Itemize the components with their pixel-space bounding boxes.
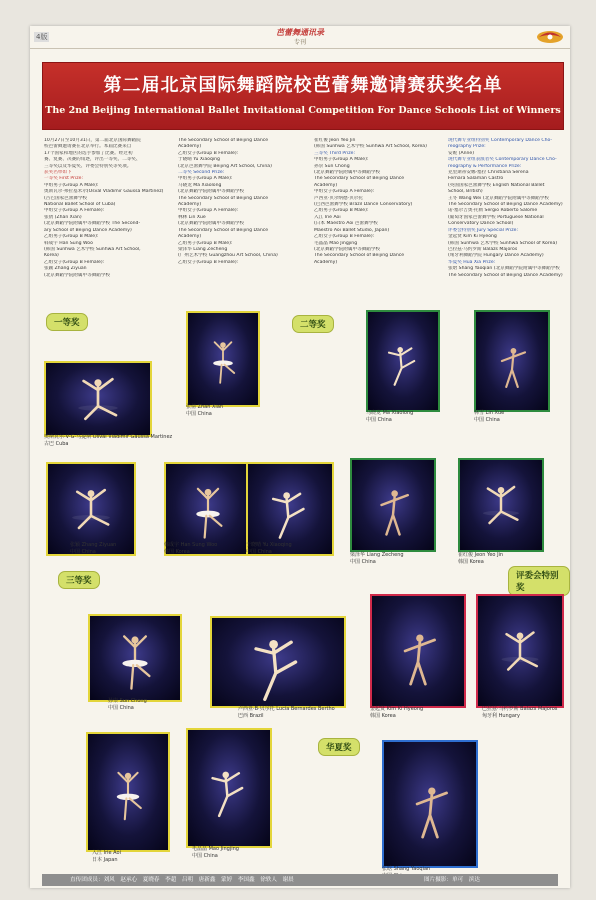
dancer-photo bbox=[186, 728, 272, 848]
column-line: 甲组女子(Group A Female): bbox=[314, 189, 375, 195]
column-line: 毛晶晶 Mao Jingjing bbox=[314, 240, 358, 246]
column-line: (北京舞蹈学院附属中等舞蹈学校 bbox=[314, 246, 381, 252]
dancer-photo bbox=[382, 740, 478, 868]
column-line: 一等奖 First Prize: bbox=[44, 176, 84, 182]
column-line: 韩成宇 Han Sung Woo bbox=[44, 240, 93, 246]
column-line: 甲组男子(Group A Male): bbox=[314, 157, 369, 163]
column-line: The Secondary School of Beijing Dance bbox=[178, 227, 269, 233]
column-line: 乙组女子(Group B Female): bbox=[178, 259, 239, 265]
column-line: 梁泽华 Liang Zecheng bbox=[178, 246, 228, 252]
column-line: 于晓晴 Yu Xiaoqing bbox=[178, 157, 220, 163]
caption-line: 中国 China bbox=[246, 549, 272, 555]
column-line: 诺·塞尔吉奥·托勒 Sergio Roberto Salome bbox=[448, 208, 538, 214]
caption-line: 崔红俊 Jeon Yeo Jin bbox=[458, 552, 504, 558]
photo-caption bbox=[238, 706, 358, 720]
column-line: 甲组女子(Group A Female): bbox=[44, 208, 105, 214]
caption-line: 韩国 Korea bbox=[458, 559, 484, 565]
column-line: 卢西亚·贝尔纳德·贝尔托 bbox=[314, 195, 363, 201]
column-line: 乙组女子(Group B Female): bbox=[178, 150, 239, 156]
caption-line: 梁泽华 Liang Zecheng bbox=[350, 552, 404, 558]
caption-line: 古巴 Cuba bbox=[44, 441, 69, 447]
caption-line: 张颖 Zhang Ziyuan bbox=[70, 542, 117, 548]
column-line: 乙组男子(Group B Male): bbox=[314, 208, 369, 214]
dancer-photo bbox=[366, 310, 440, 412]
jury-prize-label: 评委会特别奖 bbox=[508, 566, 570, 596]
column-line: (北京舞蹈学院附属中等舞蹈学校 bbox=[178, 189, 245, 195]
caption-line: 巴西 Brazil bbox=[238, 713, 264, 719]
dancer-photo bbox=[86, 732, 170, 852]
caption-line: 韩国 Korea bbox=[370, 713, 396, 719]
column-line: 金起贤 Kim Ki Hyeong bbox=[448, 234, 497, 240]
caption-line: 日本 Japan bbox=[92, 857, 118, 863]
caption-line: 中国 China bbox=[350, 559, 376, 565]
column-line: Korea) bbox=[44, 253, 59, 259]
column-line: 乙组女子(Group B Female): bbox=[314, 234, 375, 240]
caption-line: 中国 China bbox=[366, 417, 392, 423]
dancer-photo bbox=[476, 594, 564, 708]
column-line: 张倩 (Zhan Xian) bbox=[44, 214, 82, 220]
column-line: (古巴国家芭蕾舞学校 bbox=[44, 195, 88, 201]
column-line: 二等奖 Second Prize: bbox=[178, 170, 225, 176]
caption-line: 张晗 Shang Yaoqian bbox=[382, 866, 431, 872]
column-line: 三等奖以及华夏奖、评委会特别奖等奖项。 bbox=[44, 163, 132, 169]
column-line: The Secondary School of Beijing Dance bbox=[178, 195, 269, 201]
column-line: 华夏奖 Hua Xia Prize: bbox=[448, 259, 496, 265]
column-line: Academy) bbox=[178, 144, 202, 150]
caption-line: 马晓龙 Ma Xiaolong bbox=[366, 410, 414, 416]
column-line: (巴西芭蕾舞学校 Brazil Dance Conservatory) bbox=[314, 202, 413, 208]
dancer-photo bbox=[44, 361, 152, 437]
column-line: (日本 Maestro Aoi 芭蕾舞学校 bbox=[314, 221, 378, 227]
column-line: 17个国家和地区的选手参加了比赛。经过初 bbox=[44, 150, 133, 156]
column-line: 孙崇 Sun Chong bbox=[314, 163, 350, 169]
column-line: 奥斯瓦尔·弗拉基米尔(Osval Vladimir Gaussa Martinez) bbox=[44, 189, 164, 195]
column-line: 乙组男子(Group B Male): bbox=[44, 234, 99, 240]
photo-caption bbox=[366, 410, 486, 424]
dancer-photo bbox=[350, 458, 436, 552]
caption-line: 韩国 Korea bbox=[164, 549, 190, 555]
column-line: 三等奖 Third Prize: bbox=[314, 150, 356, 156]
column-line: Maestro Aoi Ballet Studio, Japan) bbox=[314, 227, 390, 233]
column-line: (匈牙利舞蹈学院 Hungary Dance Academy) bbox=[448, 253, 544, 259]
column-line: (广州艺术学校 Guangzhou Art School, China) bbox=[178, 253, 278, 259]
column-line: School, British) bbox=[448, 189, 483, 195]
dancer-photo bbox=[186, 311, 260, 407]
header-title: 芭蕾舞通讯录 bbox=[276, 28, 324, 37]
column-line: (北京舞蹈学院附属中等舞蹈学校 The Second- bbox=[44, 221, 141, 227]
photo-caption bbox=[350, 552, 470, 566]
caption-line: 孙崇 Sun Chong bbox=[108, 698, 147, 704]
column-line: 王冬 Wang Wei (北京舞蹈学院附属中等舞蹈学校 bbox=[448, 195, 549, 201]
photo-caption bbox=[246, 542, 366, 556]
photo-caption bbox=[44, 434, 184, 448]
column-line: 克里斯蒂安娜·塞拉 Christiana Serena bbox=[448, 170, 529, 176]
column-line: 校芭蕾舞邀请赛在北京举行。本届比赛来自 bbox=[44, 144, 132, 150]
column-line: 甲组男子(Group A Male): bbox=[44, 182, 99, 188]
column-line: The Secondary School of Beijing Dance bbox=[314, 176, 405, 182]
photo-caption bbox=[370, 706, 490, 720]
column-line: (北京舞蹈学院附属中等舞蹈学校 bbox=[314, 170, 381, 176]
column-line: (北京舞蹈学院附属中等舞蹈学校 bbox=[44, 272, 111, 278]
dancer-photo bbox=[88, 614, 182, 702]
column-line: ary School of Beijing Dance Academy) bbox=[44, 227, 132, 233]
column-line: 现代舞专业组表演者奖 Contemporary Dance Cho- bbox=[448, 157, 557, 163]
column-line: The Secondary School of Beijing Dance Academy) bbox=[448, 202, 563, 208]
column-line: (北京舞蹈学院附属中等舞蹈学校 bbox=[178, 221, 245, 227]
column-line: 甲组男子(Group A Male): bbox=[178, 176, 233, 182]
dancer-photo bbox=[474, 310, 550, 412]
column-line: reography & Performance Prize: bbox=[448, 163, 522, 169]
column-line: reography Prize: bbox=[448, 144, 486, 150]
column-line: (北京芭蕾舞学院 Beijing Art School, China) bbox=[178, 163, 272, 169]
huaxia-prize-label: 华夏奖 bbox=[318, 738, 360, 756]
text-column-1 bbox=[44, 138, 172, 279]
header-subtitle: 专刊 bbox=[293, 39, 306, 46]
column-line: The Secondary School of Beijing Dance Academy) bbox=[448, 272, 563, 278]
credits-photographers: 图片摄影：单可 滨达 bbox=[424, 877, 480, 883]
title-banner bbox=[42, 62, 564, 130]
page-header bbox=[30, 26, 570, 49]
column-line: 林林 Lin Xue bbox=[178, 214, 206, 220]
caption-line: 于晓晴 Yu Xiaoqing bbox=[246, 542, 292, 548]
caption-line: 中国 China bbox=[186, 411, 212, 417]
photo-caption bbox=[458, 552, 578, 566]
second-prize-label: 二等奖 bbox=[292, 315, 334, 333]
column-line: (韩国 Sunhwa 艺术学校 Sunhwa Art School, bbox=[44, 246, 141, 252]
caption-line: 中国 China bbox=[192, 853, 218, 859]
caption-line: 中国 China bbox=[474, 417, 500, 423]
column-line: 获奖名单如下 bbox=[44, 170, 72, 176]
column-line: (韩国 Sunhwa 艺术学校 Sunhwa Art School, Korea) bbox=[314, 144, 427, 150]
banner-title-cn: 第二届北京国际舞蹈院校芭蕾舞邀请赛获奖名单 bbox=[103, 75, 503, 96]
column-line: Fernara Salaman Castro bbox=[448, 176, 504, 182]
ballet-logo bbox=[535, 28, 565, 50]
column-line: Academy) bbox=[314, 259, 338, 265]
caption-line: 卢西亚·B·贝尔托 Lucia Bernardes Bertho bbox=[238, 706, 335, 712]
column-line: 现代舞专业组特别奖 Contemporary Dance Cho- bbox=[448, 138, 553, 143]
banner-title-en: The 2nd Beijing International Ballet Invitational Competition For Dance Schools List of Winners bbox=[45, 105, 561, 116]
caption-line: 韩成宇 Han Sung Woo bbox=[164, 542, 218, 548]
caption-line: 中国 China bbox=[108, 705, 134, 711]
column-line: The Secondary School of Beijing Dance bbox=[178, 138, 269, 143]
photo-caption bbox=[192, 846, 312, 860]
dancer-photo bbox=[370, 594, 466, 708]
newspaper-page bbox=[30, 26, 570, 888]
text-column-4 bbox=[448, 138, 568, 279]
column-line: 崔红俊 Jeon Yeo Jin bbox=[314, 138, 356, 143]
third-prize-label: 三等奖 bbox=[58, 571, 100, 589]
column-line: 乙组男子(Group B Male): bbox=[178, 240, 233, 246]
caption-line: 入江 Irie Aoi bbox=[92, 850, 121, 856]
caption-line: 毛晶晶 Mao Jingjing bbox=[192, 846, 239, 852]
dancer-photo bbox=[210, 616, 346, 708]
column-line: 马晓龙 Ma Xiaolong bbox=[178, 182, 222, 188]
caption-line: 张倩 Zhan Xian bbox=[186, 404, 224, 410]
column-line: Academy) bbox=[178, 234, 202, 240]
page-number: 4版 bbox=[36, 33, 48, 41]
column-line: 甲组女子(Group A Female): bbox=[178, 208, 239, 214]
photo-caption bbox=[186, 404, 306, 418]
column-line: Academy) bbox=[314, 182, 338, 188]
column-line: (葡萄牙国家芭蕾舞学校 Portuguese National bbox=[448, 214, 544, 220]
caption-line: 金起贤 Kim Ki Hyeong bbox=[370, 706, 424, 712]
text-column-3 bbox=[314, 138, 442, 266]
caption-line: 中国 China bbox=[70, 549, 96, 555]
column-line: 安妮 (Anne) bbox=[448, 150, 475, 156]
column-line: 张晗 Shang Yaoqian (北京舞蹈学院附属中等舞蹈学校 bbox=[448, 266, 560, 272]
credits-team: 直传团成员：刘风 赵承心 夏晓春 李超 吕明 唐新鑫 蒙婷 李国鑫 徐轶人 谢晨 bbox=[70, 877, 294, 883]
caption-line: 匈牙利 Hungary bbox=[482, 713, 520, 719]
column-line: 巴拉兹·马约罗斯 Balazs Majoros bbox=[448, 246, 518, 252]
photo-caption bbox=[474, 410, 594, 424]
dancer-photo bbox=[458, 458, 544, 552]
photo-caption bbox=[482, 706, 596, 720]
column-line: Conservatory Dance School) bbox=[448, 221, 514, 227]
caption-line: 巴拉兹·马约罗斯 Balazs Majoros bbox=[482, 706, 558, 712]
caption-line: 奥斯瓦尔·V·G·马提斯 Osval Vladimir Gaussa Martinez bbox=[44, 434, 173, 440]
credits-bar bbox=[42, 874, 558, 886]
column-line: Academy) bbox=[178, 202, 202, 208]
column-line: National Ballet School of Cuba) bbox=[44, 202, 116, 208]
caption-line: 林雪 Lin Xue bbox=[474, 410, 505, 416]
first-prize-label: 一等奖 bbox=[46, 313, 88, 331]
column-line: 张颖 Zhang Ziyuan bbox=[44, 266, 87, 272]
column-line: (韩国 Sunhwa 艺术学校 Sunhwa School of Korea) bbox=[448, 240, 558, 246]
column-line: 入江 Irie Aoi bbox=[314, 214, 341, 220]
column-line: 乙组女子(Group B Female): bbox=[44, 259, 105, 265]
column-line: 10月27日至10月31日，第二届北京国际舞蹈院 bbox=[44, 138, 141, 143]
column-line: 赛、复赛、决赛的角逐，评出一等奖、二等奖、 bbox=[44, 157, 141, 163]
column-line: (英国国家芭蕾舞学校 English National Ballet bbox=[448, 182, 545, 188]
column-line: 评委会特别奖 Jury Special Prize: bbox=[448, 227, 519, 233]
column-line: The Secondary School of Beijing Dance bbox=[314, 253, 405, 259]
text-column-2 bbox=[178, 138, 306, 266]
